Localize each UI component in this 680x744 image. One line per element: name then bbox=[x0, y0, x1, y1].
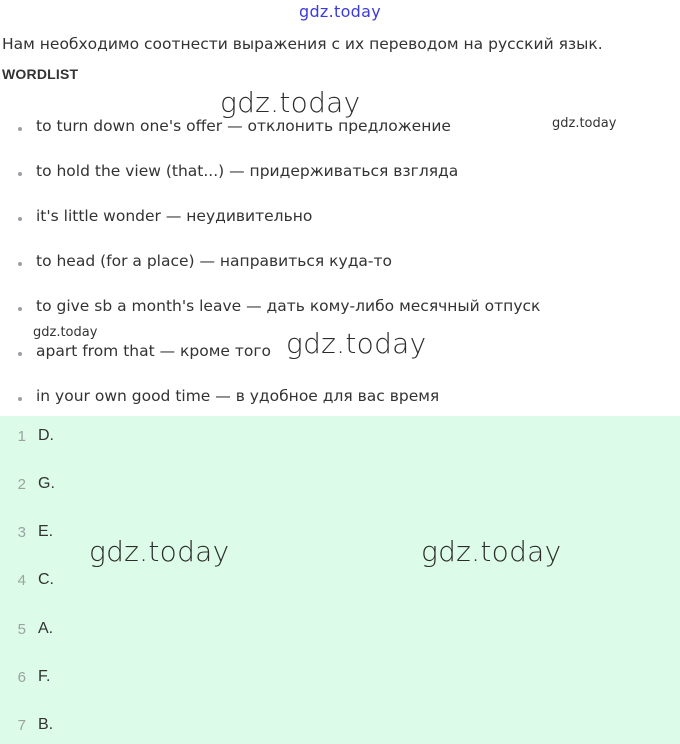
list-item-text: to head (for a place) — направиться куда-то bbox=[36, 252, 393, 270]
answer-row bbox=[0, 424, 54, 448]
bullet-icon bbox=[18, 127, 22, 131]
list-item-text: in your own good time — в удобное для вас время bbox=[36, 387, 440, 405]
list-item-text: to give sb a month's leave — дать кому-либо месячный отпуск bbox=[36, 297, 541, 315]
answer-letter: C. bbox=[38, 571, 54, 588]
bullet-icon bbox=[18, 352, 22, 356]
watermark: gdz.today bbox=[33, 325, 98, 340]
watermark: gdz.today bbox=[89, 535, 230, 568]
answer-number: 1 bbox=[17, 427, 26, 445]
answer-letter: F. bbox=[38, 668, 51, 685]
bullet-icon bbox=[18, 307, 22, 311]
answer-row bbox=[0, 472, 55, 496]
answer-number: 4 bbox=[17, 571, 26, 589]
answer-letter: D. bbox=[38, 427, 54, 444]
bullet-icon bbox=[18, 262, 22, 266]
watermark: gdz.today bbox=[220, 86, 361, 119]
bullet-icon bbox=[18, 172, 22, 176]
answer-row bbox=[0, 617, 53, 641]
answer-letter: G. bbox=[38, 475, 55, 492]
answer-number: 5 bbox=[17, 620, 26, 638]
wordlist-heading: WORDLIST bbox=[2, 66, 79, 82]
answer-number: 3 bbox=[17, 523, 26, 541]
list-item bbox=[0, 207, 680, 252]
task-instruction: Нам необходимо соотнести выражения с их переводом на русский язык. bbox=[2, 35, 603, 53]
watermark: gdz.today bbox=[286, 327, 427, 360]
answer-row bbox=[0, 713, 53, 737]
wordlist bbox=[0, 117, 680, 432]
bullet-icon bbox=[18, 217, 22, 221]
list-item-text: to turn down one's offer — отклонить предложение bbox=[36, 117, 451, 135]
list-item-text: it's little wonder — неудивительно bbox=[36, 207, 313, 225]
watermark: gdz.today bbox=[421, 535, 562, 568]
answer-letter: E. bbox=[38, 523, 54, 540]
answer-row bbox=[0, 520, 53, 544]
bullet-icon bbox=[18, 397, 22, 401]
list-item-text: to hold the view (that...) — придерживаться взгляда bbox=[36, 162, 459, 180]
answer-row bbox=[0, 665, 50, 689]
list-item bbox=[0, 162, 680, 207]
answer-number: 7 bbox=[17, 716, 26, 734]
answer-letter: B. bbox=[38, 716, 54, 733]
answer-row bbox=[0, 568, 54, 592]
answer-number: 2 bbox=[17, 475, 26, 493]
answer-letter: A. bbox=[38, 620, 54, 637]
header-watermark: gdz.today bbox=[299, 2, 381, 21]
list-item-text: apart from that — кроме того bbox=[36, 342, 272, 360]
answer-number: 6 bbox=[17, 668, 26, 686]
watermark: gdz.today bbox=[552, 116, 617, 131]
list-item bbox=[0, 252, 680, 297]
answers-panel bbox=[0, 416, 680, 744]
